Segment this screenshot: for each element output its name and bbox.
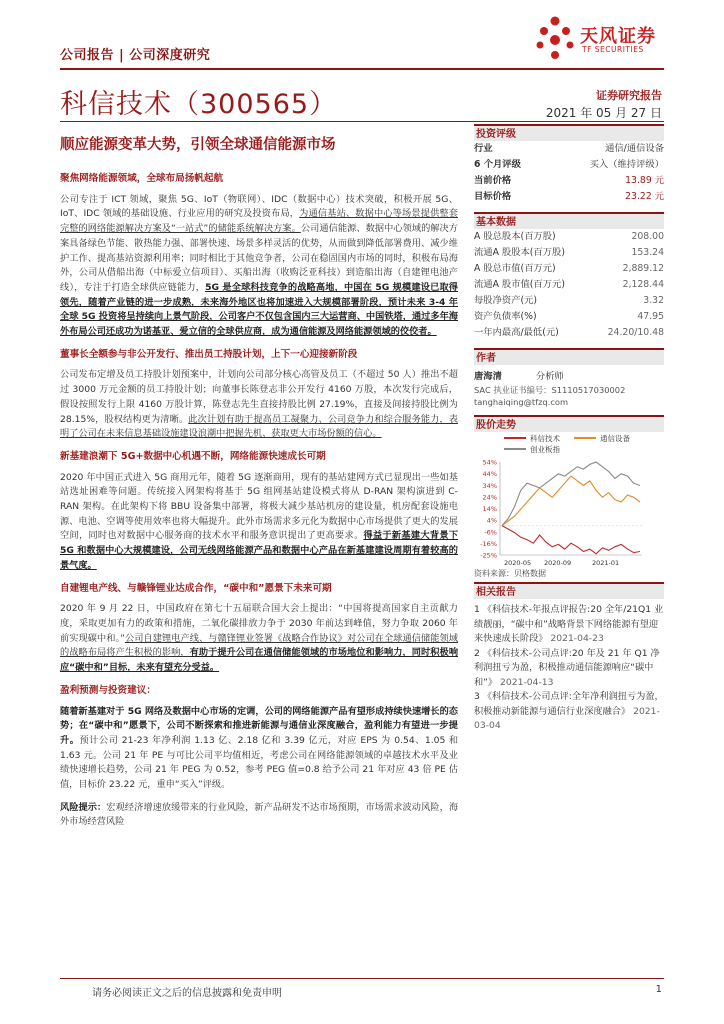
data-value: 2,889.12 [622,263,664,274]
body-paragraph [60,602,458,676]
legend-label: 科信技术 [530,434,560,443]
text-run: 宏观经济增速放缓带来的行业风险，新产品研发不达市场预期，市场需求波动风险，海外市场经营风险 [60,801,459,828]
trend-chart-svg [474,432,664,567]
text-run: 预计公司 21-23 年净利润 1.13 亿、2.18 亿和 3.39 亿元，对应 EPS 为 0.54、1.05 和 1.63 元。公司 21 年 PE 与可比公司平均值相近，考虑公司在网络能源领域的卓越技术水平及业绩快速增长趋势，公司 21 年 PEG 为 0.52，参考 PEG 值=0.8 给予公司 21 年对应 43 倍 PE 估值，目标价 23.22 元，重申“买入”评级。 [60,734,459,791]
section-heading: 盈利预测与投资建议： [60,684,156,696]
logo-name: 天风证券 [580,26,656,47]
basic-data-table [474,229,664,341]
body-paragraph [60,471,458,574]
related-report-item[interactable] [474,690,664,734]
stock-trend-chart [474,432,664,567]
data-row [474,261,664,277]
data-label: 每股净资产(元) [474,295,538,306]
related-reports-heading: 相关报告 [474,582,664,599]
data-value: 153.24 [631,247,664,258]
y-tick-label: 14% [482,505,497,513]
series-line-0 [502,526,640,554]
related-report-item[interactable] [474,603,664,647]
author-sac: SAC 执业证书编号：S1110517030002 [474,385,626,395]
series-line-1 [502,476,640,525]
report-date: 2021 年 05 月 27 日 [545,106,662,120]
header-rule [60,68,664,70]
data-row [474,325,664,341]
report-type: 证券研究报告 [596,89,662,102]
data-label: 目标价格 [474,191,512,202]
text-run: 得益于新基建大背景下 5G 和数据中心大规模建设，公司无线网络能源产品和数据中心产品在新基建建设周期有着较高的景气度。 [60,530,459,571]
text-run: 公司发布定增及员工持股计划预案中，计划向公司部分核心高管及员工（不超过 50 人）推出不超过 3000 万元金额的员工持股计划；向董事长陈登志非公开发行 4160 万股，本次发行完成后，假设按照发行上限 4160 万股计算，陈登志先生直接持股比例 27.19%，直接及间接持股比例为 28.15%，股权结构更为清晰。 [60,369,458,425]
text-run: 2020 年中国正式进入 5G 商用元年，随着 5G 逐渐商用，现有的基站建网方式已显现出一些如基站选址困难等问题。传统接入网架构将基于 5G 组网基站建设模式将从 D-RAN 架构演进到 C-RAN 架构。在此架构下将 BBU 设备集中部署，将极大减少基站机房的建设量，机房配套设施电源、电池、空调等使用效率也将大幅提升。此外市场需求多元化为数据中心市场提供了更大的发展空间，同时也对数据中心服务商的技术水平和服务意识提出了更高要求。 [60,471,458,542]
body-paragraph [60,801,458,830]
text-run: 随着新基建对于 5G 网络及数据中心市场的定调，公司的网络能源产品有望形成持续快速增长的态势；在“碳中和”愿景下，公司不断探索和推进新能源与通信业深度融合，盈利能力有望进一步提升。 [60,705,458,746]
y-tick-label: 34% [482,481,497,490]
y-tick-label: -16% [480,539,497,548]
data-value: 208.00 [631,231,664,242]
text-run: 2020 年 9 月 22 日，中国政府在第七十五届联合国大会上提出：“中国将提高国家自主贡献力度，采取更加有力的政策和措施，二氧化碳排放力争于 2030 年前达到峰值，努力争取 2060 年前实现碳中和。” [60,603,458,644]
data-value: 3.32 [643,295,664,306]
data-value: 47.95 [637,311,664,322]
y-tick-label: 54% [482,458,497,467]
logo-mark-icon [532,14,578,64]
data-row [474,141,664,157]
related-reports-list [474,603,664,734]
y-tick-label: -25% [480,551,497,560]
author-name-row [474,369,664,384]
data-label: 6 个月评级 [474,159,521,170]
author-name: 唐海清 [474,371,502,382]
data-label: 当前价格 [474,175,512,186]
text-run: 公司专注于 ICT 领域，聚焦 5G、IoT（物联网）、IDC（数据中心）技术突破，积极开展 5G、IoT、IDC 领域的基础设施、行业应用的研究及投资布局， [60,193,458,220]
y-tick-label: -6% [484,528,497,537]
data-value: 买入（维持评级） [589,159,664,170]
data-label: 流通A 股市值(百万元) [474,279,565,290]
body-paragraph [60,193,458,340]
data-label: A 股总市值(百万元) [474,263,556,274]
text-run: 此次计划有助于提高员工凝聚力、公司竞争力和综合服务能力，表明了公司在未来信息基础设施建设浪潮中把握先机、获取更大市场份额的信心。 [60,413,458,440]
related-report-date: 2021-04-13 [497,676,554,688]
company-logo [532,14,662,66]
logo-en-name: TF SECURITIES [582,45,644,54]
text-run: 公司通信能源、数据中心领域的解决方案具备绿色节能、散热能力强、部署快速、场景多样灵活的优势，从而做到降低部署费用、减少维护工作、提高基站资源利用率；同时相比于其他竞争者，公司在稳固国内市场的同时，积极布局海外，公司从借船出海（中标爱立信项目）、买船出海（收购泛亚科技）到造船出海（自建锂电池产线），专注于打造全球供应链能力， [60,223,458,293]
data-row [474,173,664,189]
data-label: 流通A 股股本(百万股) [474,247,565,258]
author-email[interactable]: tanghaiqing@tfzq.com [474,397,569,407]
data-row [474,309,664,325]
page-number: 1 [655,984,662,995]
data-row [474,277,664,293]
related-report-title[interactable]: 2 《科信技术-公司点评:20 年及 21 年 Q1 净利润扭亏为盈，积极推动通信能源响应“碳中和”》 [474,647,660,688]
text-run: 为通信基站、数据中心等场景提供整套完整的网络能源解决方案及“一站式”的储能系统解决方案。 [60,208,459,235]
rating-table [474,141,664,205]
section-heading: 董事长全额参与非公开发行、推出员工持股计划，上下一心迎接新阶段 [60,348,358,360]
main-body [60,172,458,838]
section-heading: 自建锂电产线、与赣锋锂业达成合作，“碳中和”愿景下未来可期 [60,582,332,594]
data-row [474,293,664,309]
data-value: 通信/通信设备 [605,143,664,154]
body-paragraph [60,368,458,442]
text-run: 有助于提升公司在通信储能领域的市场地位和影响力，同时积极响应“碳中和”目标，未来有望充分受益。 [60,647,459,674]
data-row [474,229,664,245]
text-run: 5G 是全球科技竞争的战略高地，中国在 5G 规模建设已取得领先，随着产业链的进一步成熟，未来海外地区也将加速进入大规模部署阶段，预计未来 3-4 年全球 5G 投资将呈持续向上景气阶段，公司客户不仅包含国内三大运营商、中国铁塔，通过多年海外布局公司还成功为诺基亚、爱立信的全球供应商，成为通信能源及网络能源领域的佼佼者。 [60,281,458,338]
data-label: A 股总股本(百万股) [474,231,556,242]
x-tick-label: 2020-05 [504,559,532,567]
series-line-2 [502,462,640,526]
company-title: 科信技术（300565） [60,89,338,120]
body-paragraph [60,705,458,793]
basic-data-heading: 基本数据 [474,212,664,229]
related-report-title[interactable]: 3 《科信技术-公司点评:全年净利润扭亏为盈，积极推动新能源与通信行业深度融合》 [474,691,664,717]
chart-source: 资料来源：贝格数据 [474,569,546,578]
y-tick-label: 24% [482,493,497,502]
text-run: 风险提示： [60,801,107,813]
data-value: 24.20/10.48 [607,327,664,338]
data-label: 资产负债率(%) [474,311,537,322]
data-row [474,189,664,205]
related-report-date: 2021-04-23 [547,633,604,644]
report-headline: 顺应能源变革大势，引领全球通信能源市场 [60,137,336,153]
data-label: 一年内最高/最低(元) [474,327,559,338]
report-category: 公司报告 | 公司深度研究 [60,48,211,63]
rating-heading: 投资评级 [474,124,664,141]
author-heading: 作者 [474,348,664,365]
section-heading: 聚焦网络能源领域，全球布局扬帆起航 [60,173,224,184]
data-label: 行业 [474,143,493,154]
footer-disclaimer: 请务必阅读正文之后的信息披露和免责申明 [92,988,282,999]
data-value: 2,128.44 [622,279,664,290]
related-report-item[interactable] [474,647,664,691]
section-heading: 新基建浪潮下 5G+数据中心机遇不断，网络能源快速成长可期 [60,450,326,462]
related-report-title[interactable]: 1 《科信技术-年报点评报告:20 全年/21Q1 业绩靓丽，“碳中和”战略背景下网络能源有望迎来快速成长阶段》 [474,604,664,644]
related-report-date: 2021-03-04 [474,705,660,731]
data-row [474,157,664,173]
x-tick-label: 2021-01 [592,559,620,567]
legend-label: 通信设备 [600,434,630,443]
x-tick-label: 2020-09 [544,559,572,567]
y-tick-label: 44% [482,470,497,479]
data-value: 13.89 元 [625,175,664,186]
title-rule [60,121,664,122]
data-value: 23.22 元 [625,191,664,202]
sidebar [474,124,664,734]
author-role: 分析师 [535,371,564,382]
y-tick-label: 4% [486,516,497,525]
footer-rule [60,978,664,979]
legend-label: 创业板指 [530,445,560,454]
stock-trend-heading: 股价走势 [474,415,664,432]
data-row [474,245,664,261]
text-run: 公司自建锂电产线、与赣锋锂业签署《战略合作协议》对公司在全球通信储能领域的战略布局将产生积极的影响， [60,632,459,659]
